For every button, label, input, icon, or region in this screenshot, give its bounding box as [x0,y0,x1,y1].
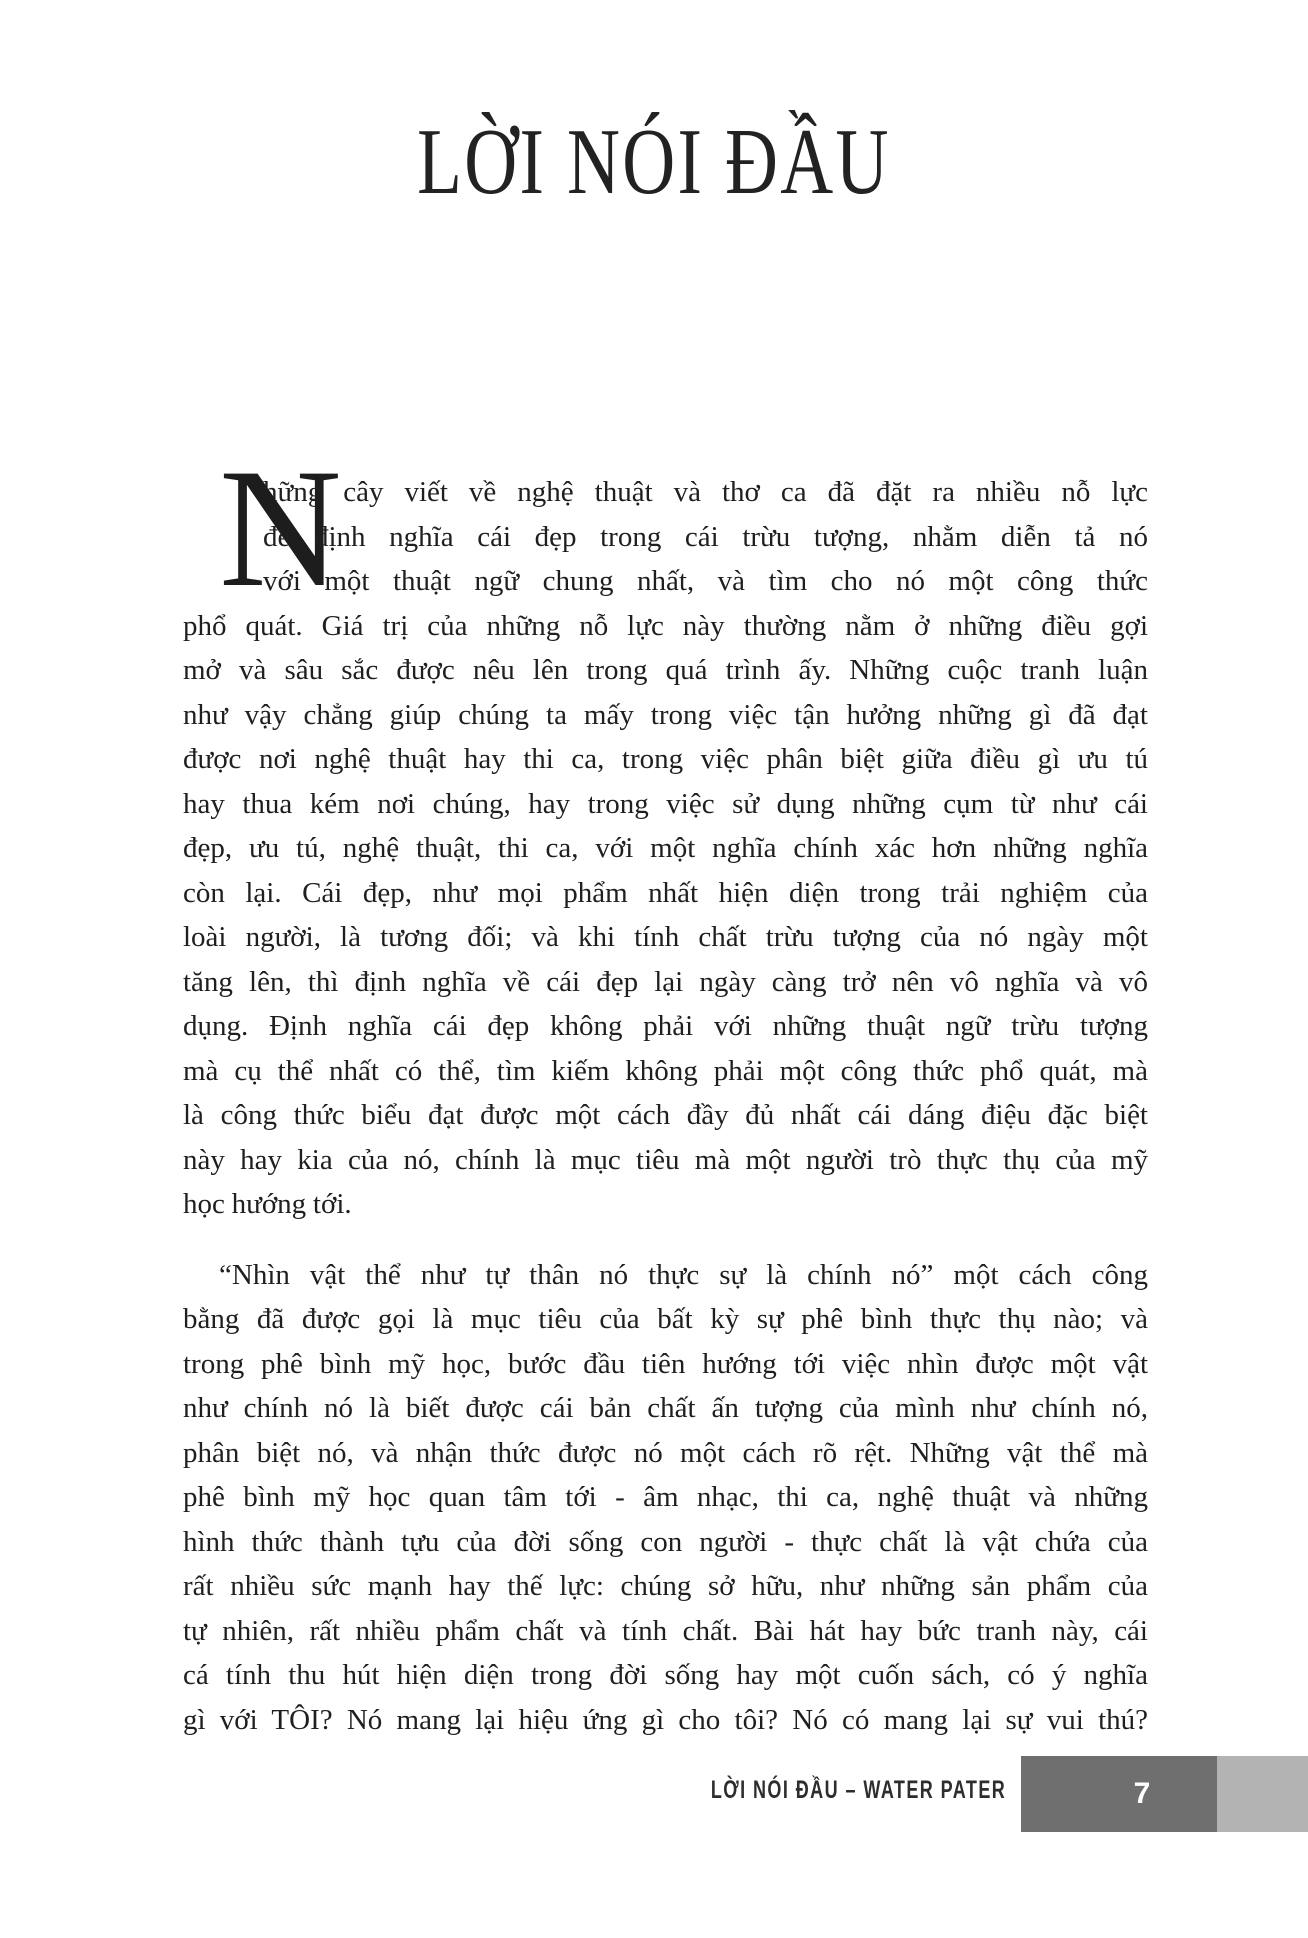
text-line: đẹp, ưu tú, nghệ thuật, thi ca, với một nghĩa chính xác hơn những nghĩa [183,832,1148,864]
text-line: bằng đã được gọi là mục tiêu của bất kỳ sự phê bình thực thụ nào; và [183,1303,1148,1335]
text-line: hình thức thành tựu của đời sống con người - thực chất là vật chứa của [183,1525,1148,1558]
text-line: rất nhiều sức mạnh hay thế lực: chúng sở hữu, như những sản phẩm của [183,1570,1148,1602]
text-line: còn lại. Cái đẹp, như mọi phẩm nhất hiện diện trong trải nghiệm của [183,876,1148,909]
text-line: này hay kia của nó, chính là mục tiêu mà một người trò thực thụ của mỹ [183,1143,1148,1176]
text-line: là công thức biểu đạt được một cách đầy đủ nhất cái dáng điệu đặc biệt [183,1099,1148,1131]
paragraph [183,1253,1148,1743]
text-line: hững cây viết về nghệ thuật và thơ ca đã đặt ra nhiều nỗ lực [263,476,1148,508]
text-line: học hướng tới. [183,1188,352,1220]
page-number-box [1021,1756,1217,1832]
text-line: hay thua kém nơi chúng, hay trong việc sử dụng những cụm từ như cái [183,787,1148,820]
text-line: loài người, là tương đối; và khi tính chất trừu tượng của nó ngày một [183,921,1148,953]
text-line: phê bình mỹ học quan tâm tới - âm nhạc, thi ca, nghệ thuật và những [183,1481,1148,1513]
page-title: LỜI NÓI ĐẦU [417,110,891,214]
text-line: tự nhiên, rất nhiều phẩm chất và tính chất. Bài hát hay bức tranh này, cái [183,1614,1148,1647]
text-line: như chính nó là biết được cái bản chất ấn tượng của mình như chính nó, [183,1392,1148,1424]
text-line: phân biệt nó, và nhận thức được nó một cách rõ rệt. Những vật thể mà [183,1436,1148,1469]
text-line: để định nghĩa cái đẹp trong cái trừu tượng, nhằm diễn tả nó [263,520,1148,553]
text-line: mà cụ thể nhất có thể, tìm kiếm không phải một công thức phổ quát, mà [183,1054,1148,1087]
text-line: như vậy chẳng giúp chúng ta mấy trong việc tận hưởng những gì đã đạt [183,698,1148,731]
page-number: 7 [1133,1777,1151,1810]
text-line: phổ quát. Giá trị của những nỗ lực này thường nằm ở những điều gợi [183,609,1148,642]
footer-accent-box [1217,1756,1308,1832]
text-line: tăng lên, thì định nghĩa về cái đẹp lại ngày càng trở nên vô nghĩa và vô [183,965,1148,998]
paragraph [183,470,1148,1227]
text-line: “Nhìn vật thể như tự thân nó thực sự là chính nó” một cách công [219,1258,1148,1291]
text-line: với một thuật ngữ chung nhất, và tìm cho nó một công thức [263,565,1148,597]
body-text [183,470,1148,1742]
text-line: cá tính thu hút hiện diện trong đời sống hay một cuốn sách, có ý nghĩa [183,1659,1148,1691]
drop-cap: N [219,434,342,622]
text-line: trong phê bình mỹ học, bước đầu tiên hướng tới việc nhìn được một vật [183,1347,1148,1380]
text-line: được nơi nghệ thuật hay thi ca, trong việc phân biệt giữa điều gì ưu tú [183,743,1148,775]
text-line: dụng. Định nghĩa cái đẹp không phải với những thuật ngữ trừu tượng [183,1010,1148,1042]
text-line: gì với TÔI? Nó mang lại hiệu ứng gì cho tôi? Nó có mang lại sự vui thú? [183,1703,1148,1736]
text-line: mở và sâu sắc được nêu lên trong quá trình ấy. Những cuộc tranh luận [183,654,1148,686]
running-title: LỜI NÓI ĐẦU – WATER PATER [710,1776,1006,1804]
